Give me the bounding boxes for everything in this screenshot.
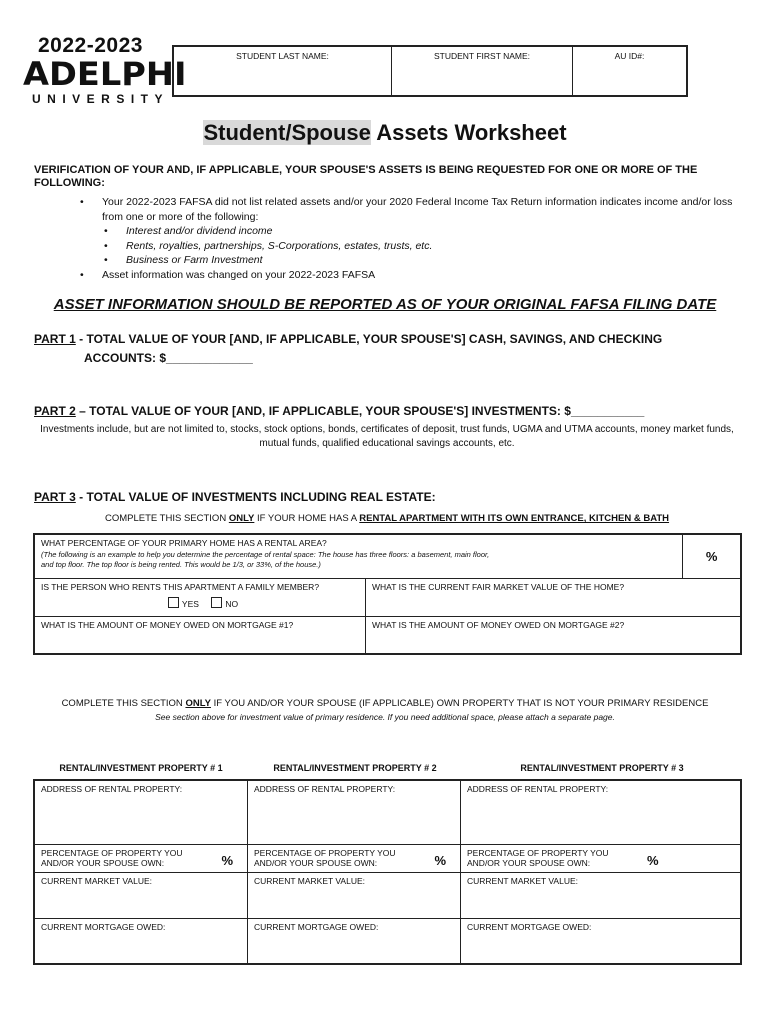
other-property-instructions: COMPLETE THIS SECTION ONLY IF YOU AND/OR YOUR SPOUSE (IF APPLICABLE) OWN PROPERTY THAT IS NOT YOUR PRIMARY RESIDENCE <box>61 698 709 709</box>
au-id-label: AU ID#: <box>614 51 645 61</box>
student-info-box <box>172 45 688 97</box>
mortgage-1-field[interactable]: WHAT IS THE AMOUNT OF MONEY OWED ON MORTGAGE #1? <box>34 616 366 654</box>
part3-heading: PART 3 - TOTAL VALUE OF INVESTMENTS INCLUDING REAL ESTATE: <box>34 490 436 504</box>
part3-instructions: COMPLETE THIS SECTION ONLY IF YOUR HOME HAS A RENTAL APARTMENT WITH ITS OWN ENTRANCE, KITCHEN & BATH <box>104 513 670 524</box>
part1-amount-field[interactable]: _____________ <box>166 351 253 365</box>
property-1-market-value-field[interactable]: CURRENT MARKET VALUE: <box>34 872 248 918</box>
property-2-address-field[interactable]: ADDRESS OF RENTAL PROPERTY: <box>248 780 461 844</box>
last-name-label: STUDENT LAST NAME: <box>236 51 329 61</box>
part1-accounts: ACCOUNTS: $_____________ <box>84 351 253 365</box>
reason-sub-item: • Interest and/or dividend income <box>80 224 740 239</box>
property-2-market-value-field[interactable]: CURRENT MARKET VALUE: <box>248 872 461 918</box>
university-logo: ADELPHI <box>23 55 187 93</box>
property-2-header: RENTAL/INVESTMENT PROPERTY # 2 <box>273 763 437 773</box>
family-member-question: IS THE PERSON WHO RENTS THIS APARTMENT A FAMILY MEMBER? YES NO <box>34 578 366 616</box>
reason-sub-item: • Rents, royalties, partnerships, S-Corporations, estates, trusts, etc. <box>80 239 740 254</box>
other-property-note: See section above for investment value of primary residence. If you need additional space, please attach a separate page. <box>155 712 615 722</box>
as-of-notice: ASSET INFORMATION SHOULD BE REPORTED AS OF YOUR ORIGINAL FAFSA FILING DATE <box>53 296 717 313</box>
fair-market-value-field[interactable]: WHAT IS THE CURRENT FAIR MARKET VALUE OF THE HOME? <box>366 578 742 616</box>
verification-heading: VERIFICATION OF YOUR AND, IF APPLICABLE, YOUR SPOUSE'S ASSETS IS BEING REQUESTED FOR ONE OR MORE OF THE FOLLOWING: <box>34 164 698 189</box>
rental-percentage-question: WHAT PERCENTAGE OF YOUR PRIMARY HOME HAS A RENTAL AREA? (The following is an example to help you determine the percentage of rental space: The house has three floors: a basement, main floor, and top floor. The top floor is being rented. This would be 1/3, or 33%, of the house.) <box>34 534 683 578</box>
rental-properties-table <box>33 779 742 965</box>
page-title: Student/Spouse Assets Worksheet <box>203 120 567 145</box>
property-3-percentage-field[interactable]: PERCENTAGE OF PROPERTY YOU AND/OR YOUR SPOUSE OWN: % <box>461 844 742 872</box>
part2-note: Investments include, but are not limited to, stocks, stock options, bonds, certificates of deposit, trust funds, UGMA and UTMA accounts, money market funds, mutual funds, qualified educational savings accounts, etc. <box>40 424 734 449</box>
reason-fafsa-assets: • Your 2022-2023 FAFSA did not list related assets and/or your 2020 Federal Income Tax Return information indicates income and/or loss from one or more of the following: <box>80 195 740 224</box>
property-3-market-value-field[interactable]: CURRENT MARKET VALUE: <box>461 872 742 918</box>
first-name-field[interactable] <box>392 47 573 95</box>
last-name-field[interactable] <box>174 47 392 95</box>
property-1-mortgage-field[interactable]: CURRENT MORTGAGE OWED: <box>34 918 248 964</box>
yes-checkbox[interactable] <box>168 597 179 608</box>
year-label: 2022-2023 <box>38 34 143 57</box>
property-3-header: RENTAL/INVESTMENT PROPERTY # 3 <box>520 763 684 773</box>
property-2-percentage-field[interactable]: PERCENTAGE OF PROPERTY YOU AND/OR YOUR SPOUSE OWN: % <box>248 844 461 872</box>
first-name-label: STUDENT FIRST NAME: <box>433 51 531 61</box>
no-checkbox[interactable] <box>211 597 222 608</box>
part2-heading: PART 2 – TOTAL VALUE OF YOUR [AND, IF APPLICABLE, YOUR SPOUSE'S] INVESTMENTS: $___________ <box>34 404 645 418</box>
part1-heading: PART 1 - TOTAL VALUE OF YOUR [AND, IF APPLICABLE, YOUR SPOUSE'S] CASH, SAVINGS, AND CHECKING <box>34 332 663 346</box>
reason-fafsa-changed: • Asset information was changed on your 2022-2023 FAFSA <box>80 268 740 283</box>
university-wordmark: UNIVERSITY <box>32 92 170 106</box>
property-1-header: RENTAL/INVESTMENT PROPERTY # 1 <box>59 763 223 773</box>
primary-home-table <box>33 533 742 655</box>
property-1-percentage-field[interactable]: PERCENTAGE OF PROPERTY YOU AND/OR YOUR SPOUSE OWN: % <box>34 844 248 872</box>
rental-percentage-field[interactable]: % <box>683 534 741 578</box>
reason-sub-item: • Business or Farm Investment <box>80 253 740 268</box>
property-3-address-field[interactable]: ADDRESS OF RENTAL PROPERTY: <box>461 780 742 844</box>
reasons-list <box>80 195 740 282</box>
au-id-field[interactable] <box>573 47 686 95</box>
property-1-address-field[interactable]: ADDRESS OF RENTAL PROPERTY: <box>34 780 248 844</box>
property-3-mortgage-field[interactable]: CURRENT MORTGAGE OWED: <box>461 918 742 964</box>
mortgage-2-field[interactable]: WHAT IS THE AMOUNT OF MONEY OWED ON MORTGAGE #2? <box>366 616 742 654</box>
part2-amount-field[interactable]: ___________ <box>570 404 645 418</box>
property-2-mortgage-field[interactable]: CURRENT MORTGAGE OWED: <box>248 918 461 964</box>
